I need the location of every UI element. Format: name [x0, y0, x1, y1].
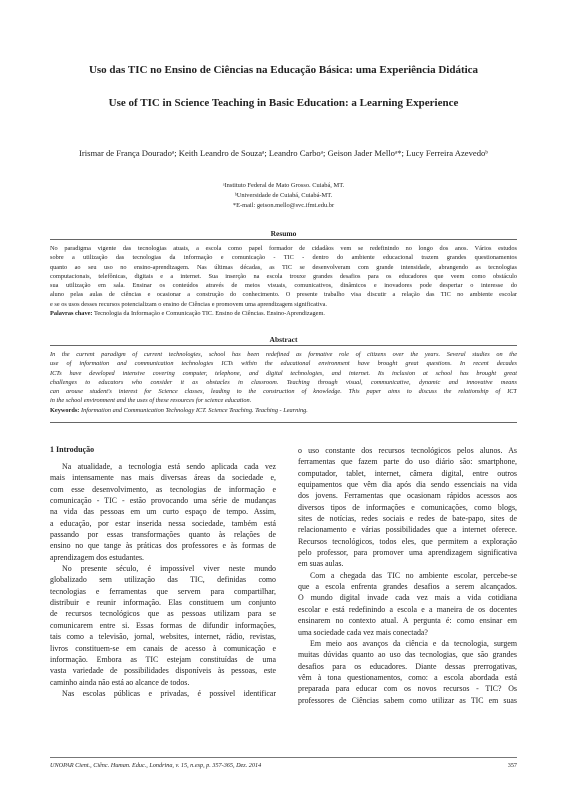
abstract-line: use of information and communication technologies ICTs within the educational environment have brought great questions. In recent decades: [50, 360, 517, 368]
body-text-line: com esse desenvolvimento, as tecnologias de informação e: [50, 484, 276, 494]
body-text-line: desafios para os educadores. Diante dessas prerrogativas,: [298, 661, 517, 671]
abstract-line: can arouse student's interest for Science classes, leading to the construction of knowledge. This paper aims to discuss the relationship of ICT: [50, 388, 517, 396]
resumo-line: computacionais, telefônicas, digitais e a internet. Sua inserção na escola trouxe grandes desafios para os educadores que veem como obstáculo: [50, 272, 517, 280]
abstract-line: challenges to educators who consider it as obstacles in classroom. Teaching through visual, communicative, dynamic and innovative means: [50, 378, 517, 386]
resumo-line: aluno pelas aulas de ciências e ocasionar a construção do conhecimento. O presente trabalho visa discutir a relação das TIC no ambiente escolar: [50, 291, 517, 299]
body-text-line: tecnologias e ferramentas que servem para compartilhar,: [50, 586, 276, 596]
body-text-line: passando por essas transformações quanto às relações de: [50, 530, 276, 540]
resumo-line: sobre a utilização das tecnologias da informação e comunicação - TIC - dentro do ambiente educacional trazem grandes questionamentos: [50, 254, 517, 262]
body-text-line: informação. Embora as TIC estejam constituídas de uma: [50, 654, 276, 664]
resumo-line: No paradigma vigente das tecnologias atuais, a escola como papel formador de cidadãos vem se redefinindo no longo dos anos. Vários estudos: [50, 245, 517, 252]
body-text-line: livros constituem-se em canais de acesso à comunicação e: [50, 643, 276, 653]
body-text-line: No presente século, é impossível viver neste mundo: [62, 564, 276, 574]
body-text-line: muitas dúvidas quanto ao uso das tecnologias, que são grandes: [298, 650, 517, 660]
footer-rule: [50, 757, 517, 758]
body-text-line: comunicarem entre si. Essas formas de difundir informações,: [50, 620, 276, 630]
body-text-line: a educação, por estar inserida nessa sociedade, também está: [50, 518, 276, 528]
body-text-line: em suas aulas.: [298, 559, 344, 569]
body-text-line: vêm à tona questionamentos, como: a escola abordada está: [298, 672, 517, 682]
affiliation-a: ᵃInstituto Federal de Mato Grosso. Cuiabá, MT.: [222, 182, 345, 189]
body-text-line: ensino no que tange às práticas dos professores e às formas de: [50, 541, 276, 551]
affiliation-b: ᵇUniversidade de Cuiabá, Cuiabá-MT.: [234, 192, 333, 199]
body-text-line: comunicação - TIC - estão provocando uma série de mudanças: [50, 496, 276, 506]
body-text-line: mais intensamente nas mais diversas áreas da sociedade e,: [50, 473, 276, 483]
affiliations: [60, 181, 507, 211]
body-text-line: o uso constante dos recursos tecnológicos pelos alunos. As: [298, 446, 517, 455]
body-text-line: relacionamento e várias possibilidades que a internet oferece.: [298, 525, 517, 535]
abstract-keywords: [50, 406, 517, 415]
title-portuguese: Uso das TIC no Ensino de Ciências na Educação Básica: uma Experiência Didática: [88, 64, 479, 76]
body-text-line: na vida das pessoas em um curto espaço de tempo. Assim,: [50, 507, 276, 517]
body-text-line: globalizado sem utilização das TIC, definidas como: [50, 575, 276, 585]
abstract-keywords-label: Keywords:: [50, 406, 80, 414]
body-column-left: [50, 461, 276, 699]
abstract-line: In the current paradigm of current technologies, school has been redefined as formative role of citizens over the years. Several studies on the: [50, 351, 517, 358]
body-text-line: tais como a televisão, jornal, websites, internet, rádio, revistas,: [50, 632, 276, 642]
body-text-line: preparada para educar com os novos recursos - TIC? Os: [298, 684, 517, 694]
body-text-line: computador, tablet, internet, câmera digital, entre outros: [298, 468, 517, 478]
section-heading-introduction: 1 Introdução: [50, 445, 95, 454]
resumo-line: sua utilização em sala. Ensinar os conteúdos através de meios visuais, comunicativos, dinâmicos e inovadores pode despertar o interesse do: [50, 282, 517, 290]
body-text-line: sites de notícias, redes sociais e redes de bate-papo, sites de: [298, 514, 517, 524]
body-text-line: caminho ainda não está ao alcance de todos.: [50, 677, 190, 687]
abstract-line: ICTs have developed intensive covering computer, telephone, and digital technologies, and internet. Its inclusion at school has brought great: [50, 369, 517, 377]
abstract-body: [50, 350, 517, 415]
resumo-keywords-text: Tecnologia da Informação e Comunicação TIC. Ensino de Ciências. Ensino-Aprendizagem.: [93, 310, 325, 318]
journal-citation: UNOPAR Cient., Ciênc. Human. Educ., Londrina, v. 15, n.esp, p. 357-365, Dez. 2014: [50, 762, 262, 769]
body-text-line: vasta variedade de possibilidades disponíveis às pessoas, este: [50, 666, 276, 676]
abstract-bottom-rule: [50, 422, 517, 423]
body-text-line: aprendizagem dos estudantes.: [50, 552, 144, 562]
body-text-line: Nas escolas públicas e privadas, é possível identificar: [62, 688, 276, 698]
body-text-line: Na atualidade, a tecnologia está sendo aplicada cada vez: [62, 462, 276, 471]
body-text-line: uma sociedade cada vez mais conectada?: [298, 627, 428, 637]
abstract-keywords-text: Information and Communication Technology ICT. Science Teaching. Teaching - Learning.: [80, 406, 308, 414]
body-text-line: Com a chegada das TIC no ambiente escolar, percebe-se: [310, 570, 517, 580]
abstract-rule: [50, 345, 517, 346]
body-text-line: diversos tipos de informações e comunicações, como blogs,: [298, 502, 517, 512]
resumo-rule: [50, 239, 517, 240]
body-text-line: equipamentos que vêm dia após dia sendo essenciais na vida: [298, 480, 517, 490]
body-text-line: Em meio aos avanços da ciência e da tecnologia, surgem: [310, 638, 517, 648]
contact-email: *E-mail: geison.mello@svc.ifmt.edu.br: [232, 202, 335, 209]
abstract-heading: Abstract: [269, 335, 298, 344]
body-text-line: distribuir e reunir informação. Elas constituem um conjunto: [50, 598, 276, 608]
body-text-line: escolar e está redefinindo a escola e a maneira de os docentes: [298, 604, 517, 614]
title-english: Use of TIC in Science Teaching in Basic Education: a Learning Experience: [108, 97, 459, 109]
body-text-line: ensinarem no contexto atual. A pergunta é: como ensinar em: [298, 616, 517, 626]
resumo-keywords: [50, 309, 517, 318]
resumo-line: e se os usos desses recursos potencializam o ensino de Ciências e promovem uma aprendizagem significativa.: [50, 300, 327, 308]
author-list: Irismar de França Douradoᵃ; Keith Leandro de Souzaᵃ; Leandro Carboᵃ; Geison Jader Melloᵃ*; Lucy Ferreira Azevedoᵇ: [79, 148, 488, 158]
page-number: 357: [507, 762, 517, 769]
body-text-line: professores de Ciências sabem como utilizar as TIC em suas: [298, 695, 517, 705]
body-column-right: [298, 445, 517, 706]
resumo-body: [50, 244, 517, 318]
abstract-line: in the school environment and the uses of these resources for science education.: [50, 397, 252, 405]
body-text-line: dos jovens. Ferramentas que ocasionam rápidos acessos aos: [298, 491, 517, 501]
body-text-line: pelo professor, para promover uma aprendizagem significativa: [298, 548, 517, 558]
body-text-line: ferramentas que fazem parte do uso diário são: smartphone,: [298, 457, 517, 467]
resumo-line: quanto ao seu uso no ensino-aprendizagem. Nas últimas décadas, as TIC se desenvolveram com grande intensidade, abrangendo as tecnologias: [50, 263, 517, 271]
resumo-keywords-label: Palavras chave:: [50, 310, 93, 318]
body-text-line: que a escola enfrenta grandes desafios a serem alcançados.: [298, 582, 517, 592]
resumo-heading: Resumo: [270, 229, 297, 238]
body-text-line: de recursos tecnológicos que as pessoas utilizam para se: [50, 609, 276, 619]
body-text-line: O mundo digital invade cada vez mais a vida cotidiana: [298, 593, 517, 603]
body-text-line: Recursos tecnológicos, todos eles, que permitem a exploração: [298, 536, 517, 546]
